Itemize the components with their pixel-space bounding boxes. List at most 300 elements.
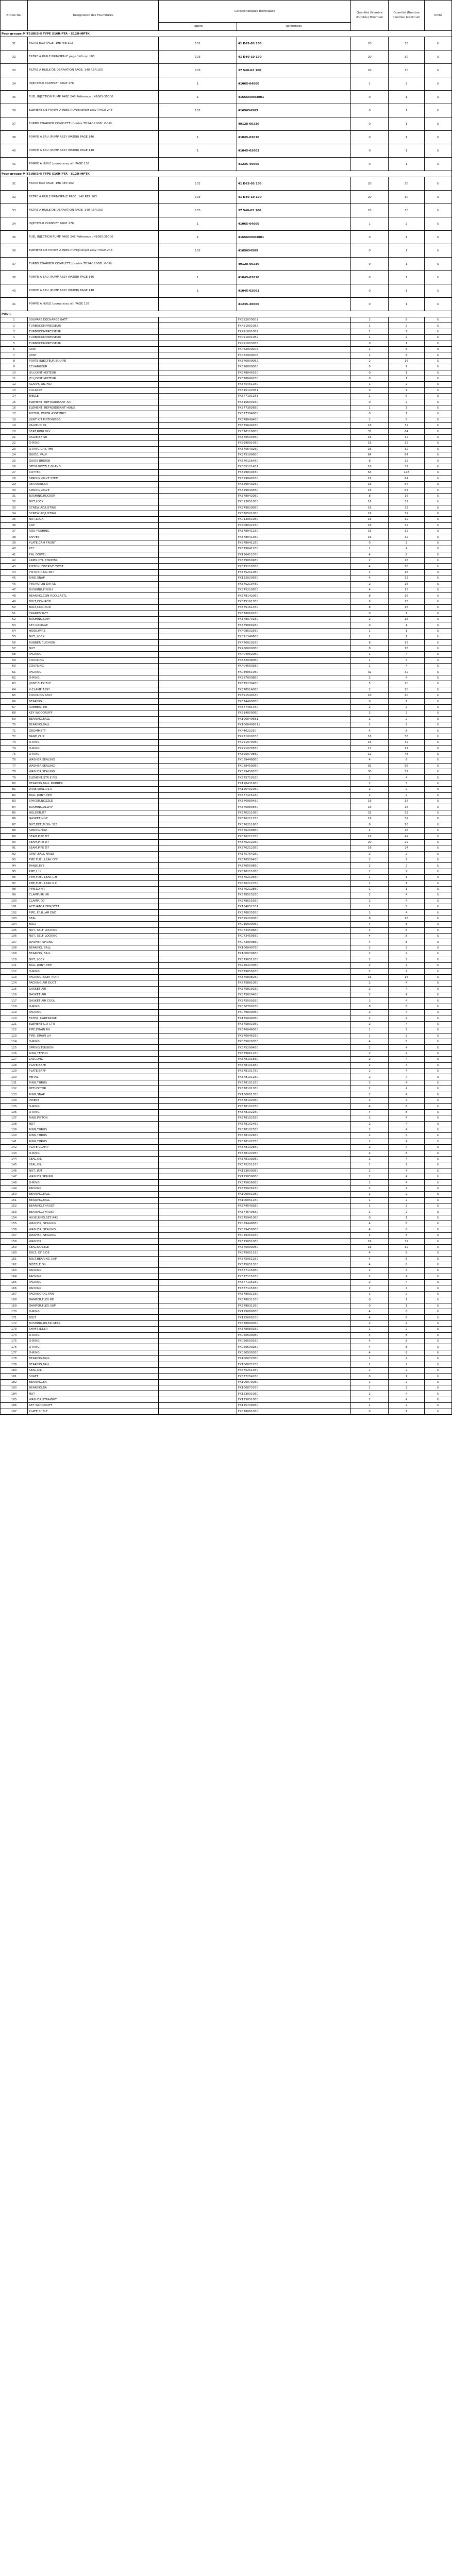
table-row (1, 892, 452, 898)
qty-max: 32 (389, 1239, 425, 1244)
article-no: 119 (1, 1010, 28, 1015)
article-no: 161 (1, 1256, 28, 1262)
reference: FX3785140B0 (237, 687, 350, 692)
article-no: 106 (1, 934, 28, 939)
qty-min: 20 (351, 37, 389, 50)
unit: U (424, 1057, 451, 1062)
reference: FX3290401B0 (237, 476, 350, 481)
article-no: 173 (1, 1327, 28, 1332)
designation: SET,DAMAGE (28, 622, 159, 628)
repere (159, 951, 237, 957)
article-no: 33 (1, 505, 28, 511)
designation: ELEMENT,STR E FIX (28, 775, 159, 781)
article-no: 132 (1, 1086, 28, 1092)
reference: FX3780701B0 (237, 616, 350, 622)
reference: FX3990910B0 (237, 440, 350, 446)
article-no: 6 (1, 346, 28, 352)
repere (159, 722, 237, 727)
qty-min: 64 (351, 470, 389, 476)
table-row (1, 1274, 452, 1279)
table-row (1, 1320, 452, 1326)
table-row (1, 827, 452, 833)
unit: U (424, 564, 451, 569)
article-no: 144 (1, 1156, 28, 1162)
article-no: 2 (1, 323, 28, 329)
article-no: 178 (1, 1356, 28, 1362)
qty-min: 16 (351, 1244, 389, 1250)
qty-max: 1 (389, 271, 425, 284)
table-row (1, 1362, 452, 1367)
designation: WASHER,STRAIGHT (28, 1397, 159, 1402)
qty-min: 2 (351, 417, 389, 422)
qty-min: 17 (351, 745, 389, 751)
reference: FX3781015B0 (237, 1057, 350, 1062)
table-row (1, 1121, 452, 1127)
article-no: 82 (1, 792, 28, 798)
reference: FX3750261B0 (237, 1185, 350, 1191)
unit: U (424, 587, 451, 592)
qty-min: 2 (351, 716, 389, 722)
table-row (1, 699, 452, 704)
qty-min: 1 (351, 382, 389, 387)
qty-min: 4 (351, 1350, 389, 1355)
qty-min: 5 (351, 681, 389, 687)
qty-max: 4 (389, 1391, 425, 1397)
repere (159, 969, 237, 974)
designation: ECHANGEUR (28, 364, 159, 370)
qty-min: 2 (351, 957, 389, 962)
qty-min: 16 (351, 481, 389, 487)
designation: NUT, SELF LOCKING (28, 934, 159, 939)
designation: DAMPER,FLEX.RD (28, 1297, 159, 1303)
designation: RING,THRUS (28, 1139, 159, 1144)
article-no: 66 (1, 699, 28, 704)
repere (159, 675, 237, 681)
reference: FX462900005 (237, 346, 350, 352)
table-row (1, 452, 452, 457)
qty-max: 1 (389, 1303, 425, 1309)
article-no: 40 (1, 546, 28, 552)
article-no: 47 (1, 587, 28, 592)
reference: FX3820480B0 (237, 657, 350, 663)
qty-max: 4 (389, 1180, 425, 1185)
qty-min: 0 (351, 387, 389, 393)
reference: FX5950708B0 (237, 751, 350, 757)
unit: U (424, 751, 451, 757)
reference: FX3752304B0 (237, 681, 350, 687)
reference: FX3760460B0 (237, 1027, 350, 1033)
article-no: 121 (1, 1021, 28, 1027)
repere (159, 1097, 237, 1103)
qty-max: 49 (389, 834, 425, 839)
table-row (1, 657, 452, 663)
unit: U (424, 904, 451, 910)
header-qty-min: Quantité (Nombre d'unités) Minimum (351, 1, 389, 31)
qty-max: 8 (389, 1350, 425, 1355)
qty-max: 1 (389, 158, 425, 171)
qty-max: 16 (389, 493, 425, 499)
unit: U (424, 131, 451, 144)
qty-min: 16 (351, 804, 389, 810)
qty-max: 2 (389, 945, 425, 951)
qty-max: 8 (389, 1039, 425, 1045)
repere: 1 (159, 91, 237, 104)
designation: WASHER, SEALING (28, 1221, 159, 1227)
article-no: 72 (1, 734, 28, 739)
reference: 41235-40000 (237, 158, 350, 171)
repere (159, 517, 237, 522)
unit: U (424, 799, 451, 804)
designation: NUT, JAM (28, 1168, 159, 1174)
unit: U (424, 1027, 451, 1033)
repere: 102 (159, 104, 237, 117)
repere (159, 1062, 237, 1068)
repere (159, 1367, 237, 1373)
table-row (1, 1280, 452, 1285)
qty-max: 1 (389, 1297, 425, 1303)
qty-max: 4 (389, 998, 425, 1004)
repere (159, 1327, 237, 1332)
designation: PLATE,BAFE (28, 1062, 159, 1068)
designation: HUSE,RING,SET,A42 (28, 1215, 159, 1221)
unit: U (424, 1150, 451, 1156)
qty-min: 0 (351, 1297, 389, 1303)
unit: U (424, 1256, 451, 1262)
designation: COTTER (28, 470, 159, 476)
qty-max: 24 (389, 845, 425, 851)
qty-max: 64 (389, 481, 425, 487)
repere (159, 934, 237, 939)
unit: U (424, 1332, 451, 1338)
qty-min: 1 (351, 405, 389, 411)
unit: U (424, 916, 451, 921)
qty-max: 8 (389, 1344, 425, 1350)
qty-max: 1 (389, 699, 425, 704)
designation: PACKING (28, 669, 159, 675)
article-no: 129 (1, 1069, 28, 1074)
article-no: 42 (1, 558, 28, 564)
qty-min: 16 (351, 740, 389, 745)
qty-max: 1 (389, 144, 425, 158)
table-row (1, 499, 452, 505)
unit: U (424, 217, 451, 231)
reference: FX3755002B0 (237, 998, 350, 1004)
unit: U (424, 710, 451, 716)
repere (159, 1086, 237, 1092)
table-row (1, 376, 452, 381)
qty-max: 4 (389, 1021, 425, 1027)
table-row (1, 481, 452, 487)
table-row (1, 522, 452, 528)
repere: 1 (159, 271, 237, 284)
qty-max: 16 (389, 616, 425, 622)
unit: U (424, 476, 451, 481)
table-row (1, 341, 452, 346)
table-row (1, 50, 452, 64)
qty-min: 2 (351, 1285, 389, 1291)
designation: O-RING (28, 1332, 159, 1338)
table-row (1, 529, 452, 534)
qty-min: 16 (351, 446, 389, 452)
reference: FX0100000B0 (237, 922, 350, 927)
table-row (1, 611, 452, 616)
unit: U (424, 605, 451, 611)
qty-max: 1 (389, 341, 425, 346)
designation: WASHER,SEALING (28, 757, 159, 763)
article-no: 180 (1, 1367, 28, 1373)
repere (159, 1374, 237, 1379)
repere (159, 745, 237, 751)
designation: FILTER, CARTRIDGE (28, 1015, 159, 1021)
designation: LASCONG (28, 1057, 159, 1062)
reference: FX3781028B0 (237, 1145, 350, 1150)
repere (159, 869, 237, 874)
qty-min: 16 (351, 845, 389, 851)
designation: CRANKSHAFT (28, 611, 159, 616)
qty-min: 0 (351, 298, 389, 311)
qty-min: 0 (351, 271, 389, 284)
reference: FX3781030B0 (237, 1156, 350, 1162)
reference: FX4095025B0 (237, 628, 350, 634)
qty-max: 4 (389, 892, 425, 898)
reference: FX3781027B0 (237, 1139, 350, 1144)
designation: NUT,LOCK (28, 517, 159, 522)
table-row (1, 634, 452, 640)
qty-max: 8 (389, 1227, 425, 1232)
qty-max: 4 (389, 1062, 425, 1068)
repere (159, 980, 237, 986)
table-row (1, 957, 452, 962)
table-row (1, 898, 452, 904)
reference: FX3771151B0 (237, 1274, 350, 1279)
qty-min: 16 (351, 487, 389, 493)
reference: FX4910030B5 (237, 341, 350, 346)
reference: FX3781025B0 (237, 1127, 350, 1132)
unit: U (424, 370, 451, 376)
repere (159, 1280, 237, 1285)
repere (159, 664, 237, 669)
repere (159, 558, 237, 564)
qty-max: 8 (389, 1221, 425, 1227)
designation: NUT, SELF LOCKING (28, 927, 159, 933)
table-row (1, 298, 452, 311)
repere (159, 827, 237, 833)
qty-min: 8 (351, 1004, 389, 1009)
qty-max: 16 (389, 804, 425, 810)
unit: U (424, 781, 451, 786)
table-row (1, 734, 452, 739)
reference: FX3080421B0 (237, 522, 350, 528)
reference: FX3756402B0 (237, 446, 350, 452)
reference: FX3785152B0 (237, 892, 350, 898)
repere (159, 763, 237, 769)
unit: U (424, 1162, 451, 1168)
qty-max: 32 (389, 511, 425, 516)
qty-max: 1 (389, 875, 425, 880)
designation: BOLT,BEARING CAP (28, 1256, 159, 1262)
unit: U (424, 1227, 451, 1232)
designation: BOLT,CON-ROD (28, 605, 159, 611)
table-row (1, 904, 452, 910)
table-row (1, 534, 452, 540)
qty-max: 2 (389, 969, 425, 974)
qty-max: 8 (389, 1262, 425, 1267)
article-no: 38 (1, 534, 28, 540)
article-no: 104 (1, 922, 28, 927)
qty-max: 4 (389, 1174, 425, 1180)
reference: FX1340521B1 (237, 904, 350, 910)
article-no: 58 (1, 652, 28, 657)
qty-min: 2 (351, 1280, 389, 1285)
qty-min: 20 (351, 839, 389, 845)
unit: U (424, 505, 451, 511)
qty-max: 8 (389, 417, 425, 422)
qty-min: 2 (351, 857, 389, 862)
repere: 103 (159, 50, 237, 64)
table-row (1, 517, 452, 522)
repere (159, 857, 237, 862)
table-row (1, 992, 452, 997)
qty-min: 2 (351, 1268, 389, 1274)
unit: U (424, 1385, 451, 1391)
table-row (1, 399, 452, 405)
article-no: 94 (1, 863, 28, 869)
repere (159, 1356, 237, 1362)
reference: FX3260000B0 (237, 364, 350, 370)
article-no: 40 (1, 144, 28, 158)
reference: FX3762110B0 (237, 869, 350, 874)
qty-min: 64 (351, 452, 389, 457)
repere: 102 (159, 177, 237, 191)
table-row (1, 429, 452, 434)
qty-min: 20 (351, 693, 389, 699)
table-row (1, 974, 452, 980)
designation: VALVE,IN,SR (28, 423, 159, 429)
reference: FX7910705B0 (237, 745, 350, 751)
qty-max: 1 (389, 886, 425, 892)
qty-min: 2 (351, 962, 389, 968)
table-row (1, 352, 452, 358)
qty-min: 1 (351, 1385, 389, 1391)
article-no: 70 (1, 722, 28, 727)
table-row (1, 722, 452, 727)
qty-min: 16 (351, 476, 389, 481)
unit: U (424, 745, 451, 751)
qty-min: 0 (351, 540, 389, 546)
designation: CAP (28, 522, 159, 528)
reference: FX3757102B0 (237, 775, 350, 781)
unit: U (424, 569, 451, 575)
table-row (1, 916, 452, 921)
unit: U (424, 364, 451, 370)
parts-body (1, 31, 452, 1415)
qty-max: 4 (389, 1320, 425, 1326)
repere (159, 552, 237, 557)
reference: FX0490510B0 (237, 669, 350, 675)
group-title-row (1, 171, 452, 177)
designation: O-RING (28, 969, 159, 974)
unit: U (424, 652, 451, 657)
reference: FX3151020B1 (237, 387, 350, 393)
reference: 4165650003001 (237, 91, 350, 104)
unit: U (424, 499, 451, 505)
qty-min: 2 (351, 1097, 389, 1103)
article-no: 36 (1, 104, 28, 117)
qty-min: 4 (351, 1256, 389, 1262)
qty-max: 32 (389, 446, 425, 452)
qty-min: 2 (351, 969, 389, 974)
qty-max: 4 (389, 1156, 425, 1162)
reference: FX3745403B0 (237, 1203, 350, 1209)
qty-max: 4 (389, 1010, 425, 1015)
repere (159, 1180, 237, 1185)
article-no: 150 (1, 1192, 28, 1197)
designation: JOINT,BALL NAILE (28, 851, 159, 857)
table-row (1, 1209, 452, 1215)
reference: FX3790802B0 (237, 622, 350, 628)
designation: PACKING (28, 1185, 159, 1191)
article-no: 23 (1, 446, 28, 452)
unit: U (424, 284, 451, 298)
unit: U (424, 839, 451, 845)
article-no: 149 (1, 1185, 28, 1191)
qty-min: 2 (351, 1015, 389, 1021)
reference: FX3752110B0 (237, 569, 350, 575)
qty-min: 1 (351, 346, 389, 352)
unit: U (424, 440, 451, 446)
repere (159, 816, 237, 822)
reference: FX3781017B0 (237, 1069, 350, 1074)
designation: BALL JOINT,PIPE (28, 792, 159, 798)
repere (159, 1297, 237, 1303)
repere (159, 423, 237, 429)
repere (159, 505, 237, 511)
qty-max: 2 (389, 857, 425, 862)
designation: POMPE A EAU (PUMP ASSY WATER) PAGE 146 (28, 131, 159, 144)
table-row (1, 1150, 452, 1156)
repere (159, 799, 237, 804)
header-article: Article No. (1, 1, 28, 31)
table-row (1, 117, 452, 131)
repere (159, 1139, 237, 1144)
article-no: 53 (1, 622, 28, 628)
repere: 1 (159, 77, 237, 91)
table-row (1, 1185, 452, 1191)
table-row (1, 886, 452, 892)
repere (159, 1232, 237, 1238)
article-no: 187 (1, 1409, 28, 1414)
unit: U (424, 945, 451, 951)
table-row (1, 1250, 452, 1256)
repere (159, 611, 237, 616)
repere (159, 1332, 237, 1338)
designation: NUT,DEF.,M.50-.325 (28, 822, 159, 827)
unit: U (424, 1280, 451, 1285)
unit: U (424, 1397, 451, 1402)
reference: FX3750513B0 (237, 1262, 350, 1267)
article-no: 43 (1, 564, 28, 569)
repere (159, 394, 237, 399)
table-row (1, 1004, 452, 1009)
qty-min: 1 (351, 880, 389, 886)
qty-min: 20 (351, 191, 389, 204)
qty-max: 8 (389, 1250, 425, 1256)
reference: 41045-03010 (237, 271, 350, 284)
designation: SCREW,ADJUSTING (28, 511, 159, 516)
reference: 41045-03010 (237, 131, 350, 144)
designation: FILTRE A HUILE PRINCIPALE PAGE: 140 REP:103 (28, 191, 159, 204)
reference: FX1204319B0 (237, 787, 350, 792)
